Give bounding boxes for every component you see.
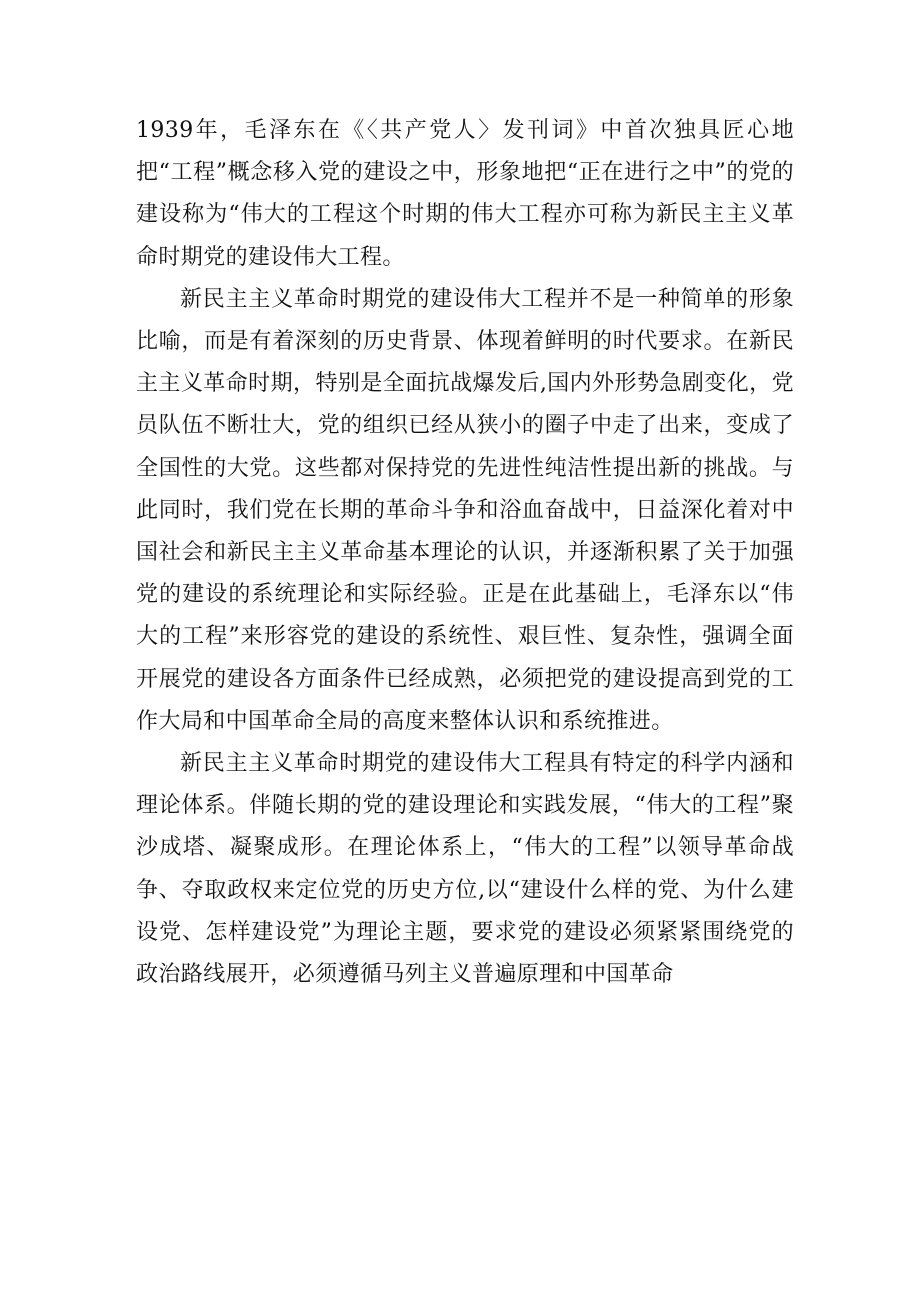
- document-body: [136, 110, 794, 996]
- paragraph-3: 新民主主义革命时期党的建设伟大工程具有特定的科学内涵和理论体系。伴随长期的党的建设理论和实践发展，“伟大的工程”聚沙成塔、凝聚成形。在理论体系上，“伟大的工程”以领导革命战争、夺取政权来定位党的历史方位,以“建设什么样的党、为什么建设党、怎样建设党”为理论主题，要求党的建设必须紧紧围绕党的政治路线展开，必须遵循马列主义普遍原理和中国革命: [136, 751, 794, 988]
- paragraph-1: 1939年，毛泽东在《〈共产党人〉发刊词》中首次独具匠心地把“工程”概念移入党的建设之中，形象地把“正在进行之中”的党的建设称为“伟大的工程这个时期的伟大工程亦可称为新民主主义革命时期党的建设伟大工程。: [136, 118, 794, 270]
- paragraph-2: 新民主主义革命时期党的建设伟大工程并不是一种简单的形象比喻，而是有着深刻的历史背景、体现着鲜明的时代要求。在新民主主义革命时期，特别是全面抗战爆发后,国内外形势急剧变化，党员队伍不断壮大，党的组织已经从狭小的圈子中走了出来，变成了全国性的大党。这些都对保持党的先进性纯洁性提出新的挑战。与此同时，我们党在长期的革命斗争和浴血奋战中，日益深化着对中国社会和新民主主义革命基本理论的认识，并逐渐积累了关于加强党的建设的系统理论和实际经验。正是在此基础上，毛泽东以“伟大的工程”来形容党的建设的系统性、艰巨性、复杂性，强调全面开展党的建设各方面条件已经成熟，必须把党的建设提高到党的工作大局和中国革命全局的高度来整体认识和系统推进。: [136, 286, 794, 734]
